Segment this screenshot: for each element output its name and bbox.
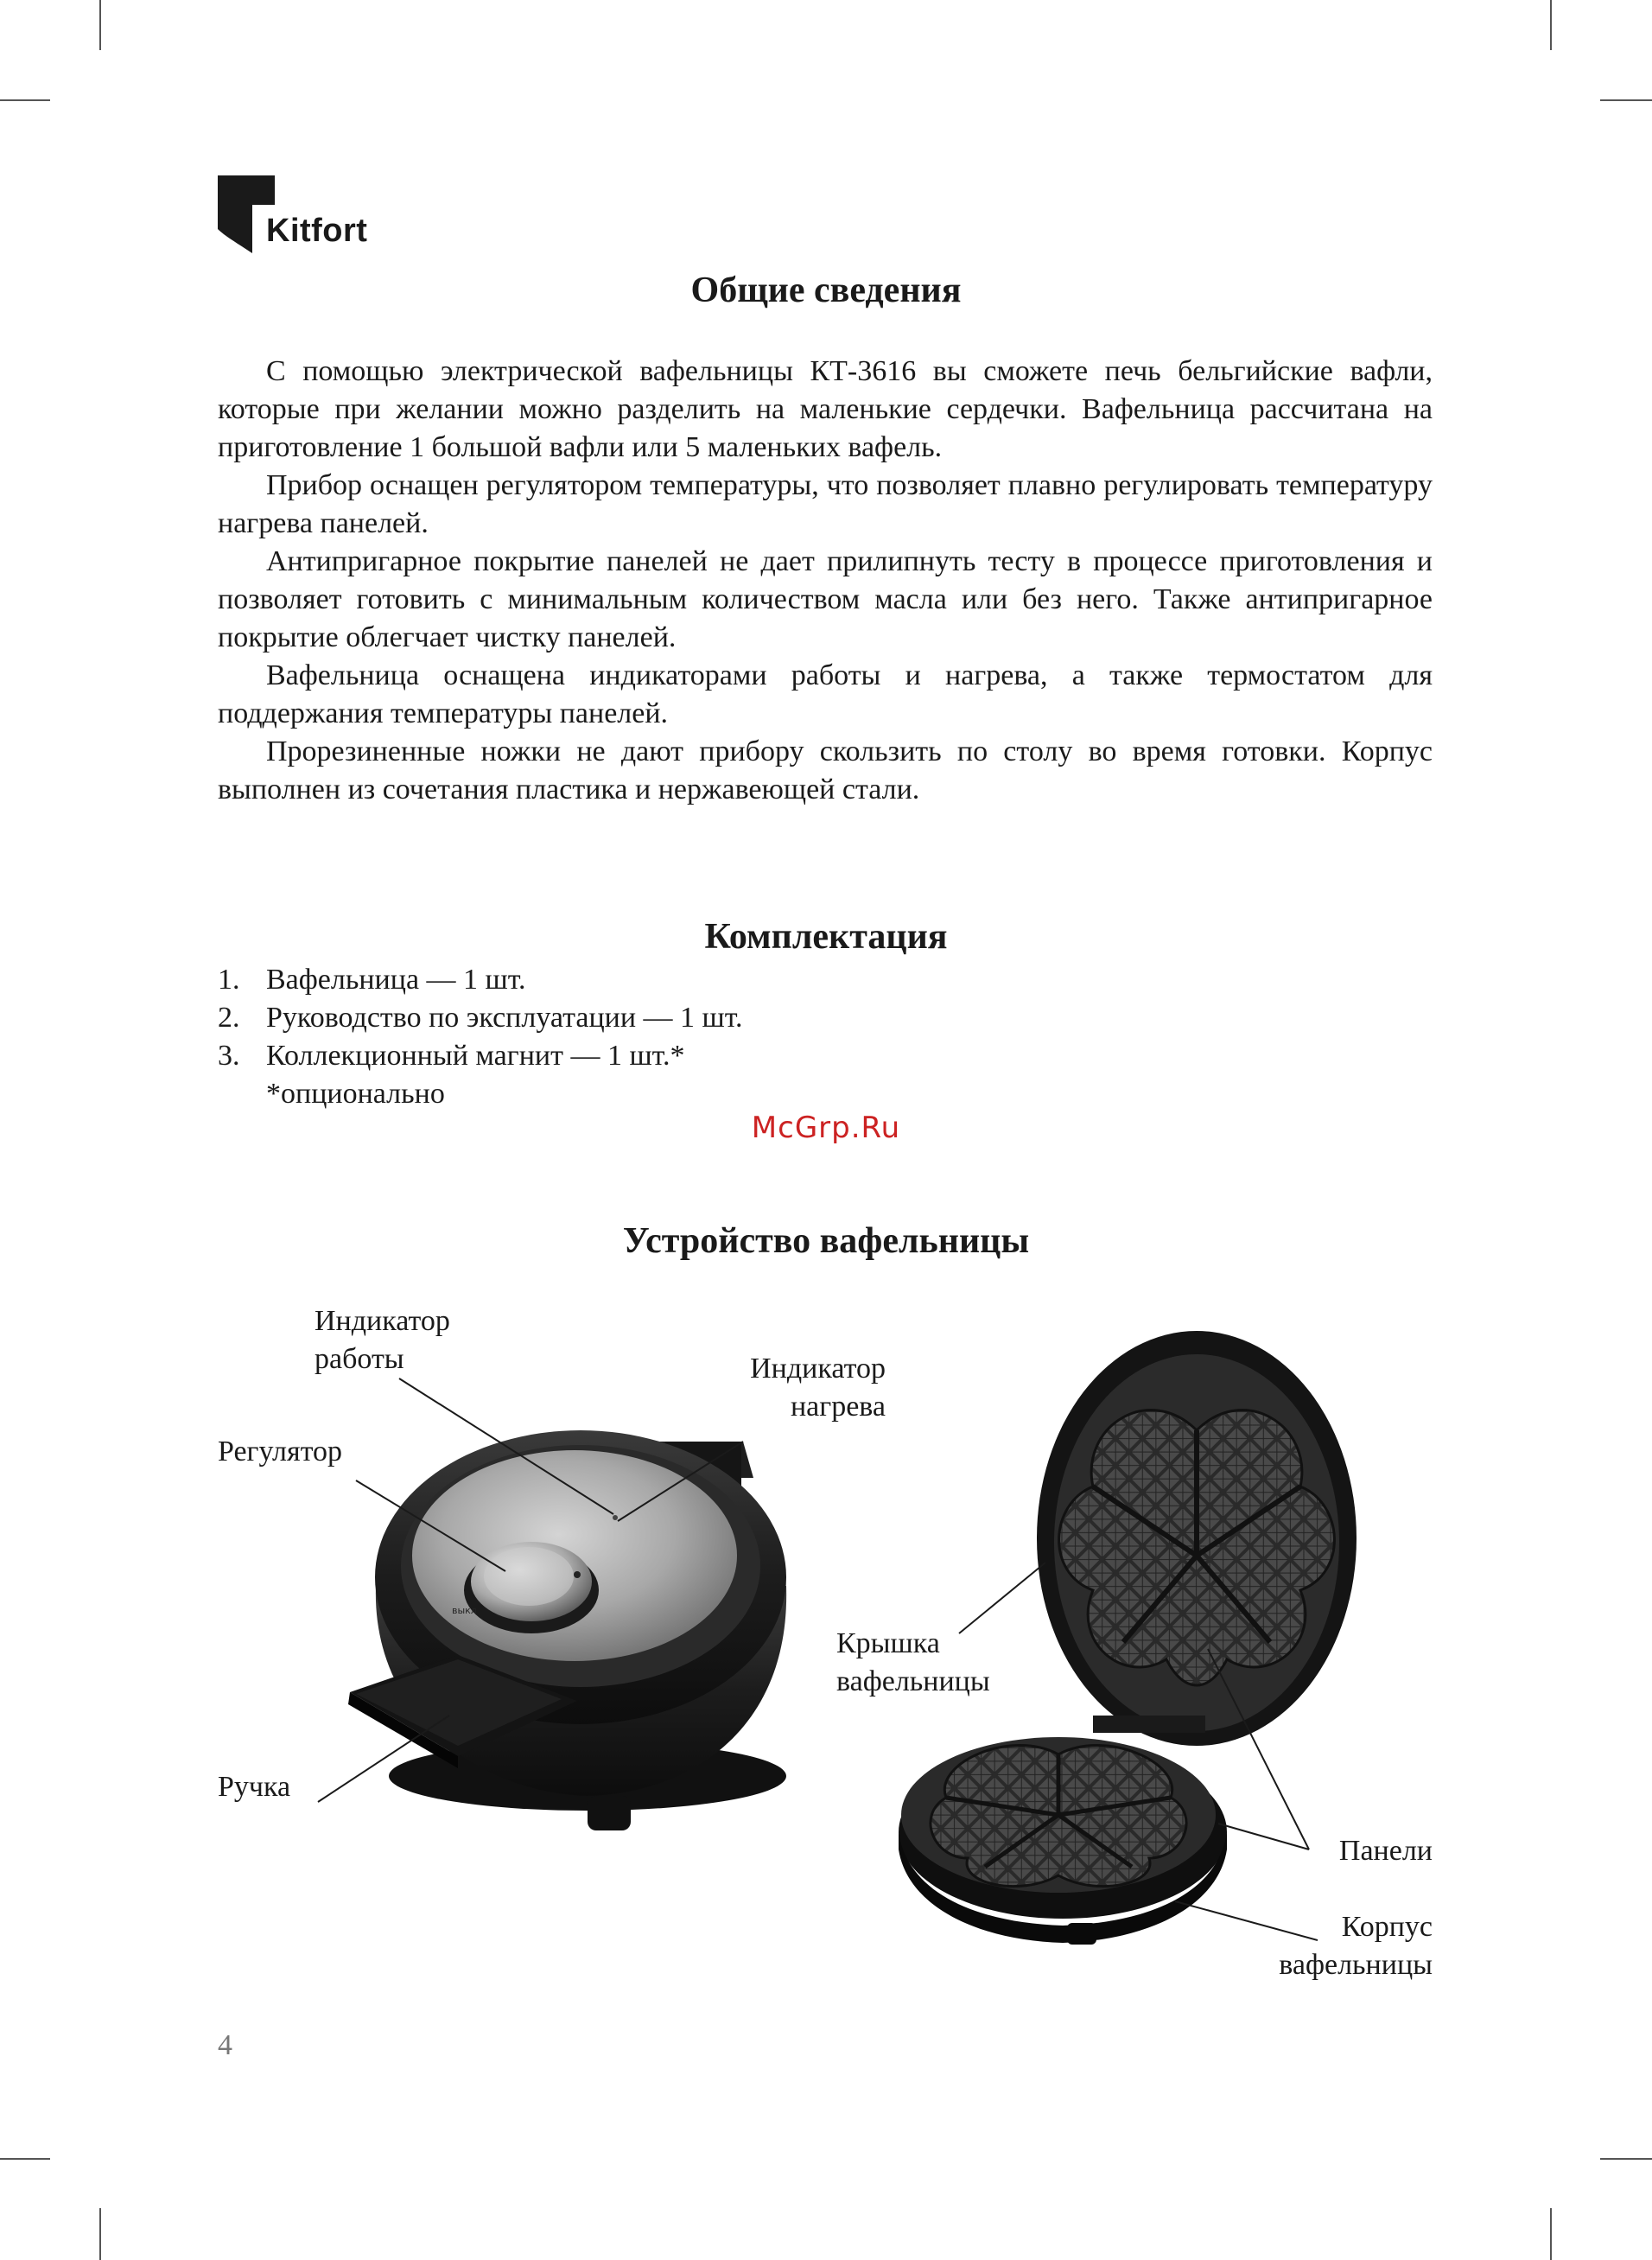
list-text: Вафельница — 1 шт.: [266, 964, 526, 996]
label-body: Корпус вафельницы: [1279, 1911, 1433, 1981]
label-power-indicator: Индикатор работы: [315, 1305, 450, 1375]
watermark: McGrp.Ru: [751, 1111, 901, 1145]
paragraph: Прибор оснащен регулятором температуры, что позволяет плавно регулировать температуру нагрева панелей.: [218, 469, 1433, 539]
page-number: 4: [218, 2029, 232, 2061]
closed-waffle-maker: [348, 1430, 786, 1830]
list-text: Коллекционный магнит — 1 шт.*: [266, 1040, 685, 1072]
kit-title: Комплектация: [704, 917, 948, 957]
list-text: Руководство по эксплуатации — 1 шт.: [266, 1002, 743, 1034]
label-handle: Ручка: [218, 1771, 291, 1803]
paragraph: С помощью электрической вафельницы КТ-3616 вы сможете печь бельгийские вафли, которые при желании можно разделить на маленькие сердечки. Вафельница рассчитана на приготовление 1 большой вафли или 5 маленьких вафель.: [218, 355, 1433, 463]
dial-mark: выкл: [452, 1605, 477, 1616]
upper-panel: [1059, 1410, 1335, 1685]
list-number: 3.: [218, 1040, 240, 1072]
footnote-text: *опционально: [266, 1078, 445, 1110]
label-lid: Крышка вафельницы: [836, 1627, 990, 1697]
device-title: Устройство вафельницы: [622, 1221, 1030, 1261]
label-panels: Панели: [1338, 1835, 1433, 1867]
paragraph: Антипригарное покрытие панелей не дает прилипнуть тесту в процессе приготовления и позволяет готовить с минимальным количеством масла или без него. Также антипригарное покрытие облегчает чистку панелей.: [218, 545, 1433, 653]
general-title: Общие сведения: [690, 271, 962, 310]
label-regulator: Регулятор: [218, 1436, 343, 1467]
paragraph: Прорезиненные ножки не дают прибору скользить по столу во время готовки. Корпус выполнен из сочетания пластика и нержавеющей стали.: [218, 735, 1433, 805]
list-number: 1.: [218, 964, 240, 996]
label-heat-indicator: Индикатор нагрева: [750, 1353, 886, 1423]
brand-name: Kitfort: [266, 213, 368, 249]
paragraph: Вафельница оснащена индикаторами работы и нагрева, а также термостатом для поддержания температуры панелей.: [218, 659, 1433, 729]
list-number: 2.: [218, 1002, 240, 1034]
leader-line: [959, 1563, 1045, 1633]
lower-panel: [931, 1746, 1186, 1887]
